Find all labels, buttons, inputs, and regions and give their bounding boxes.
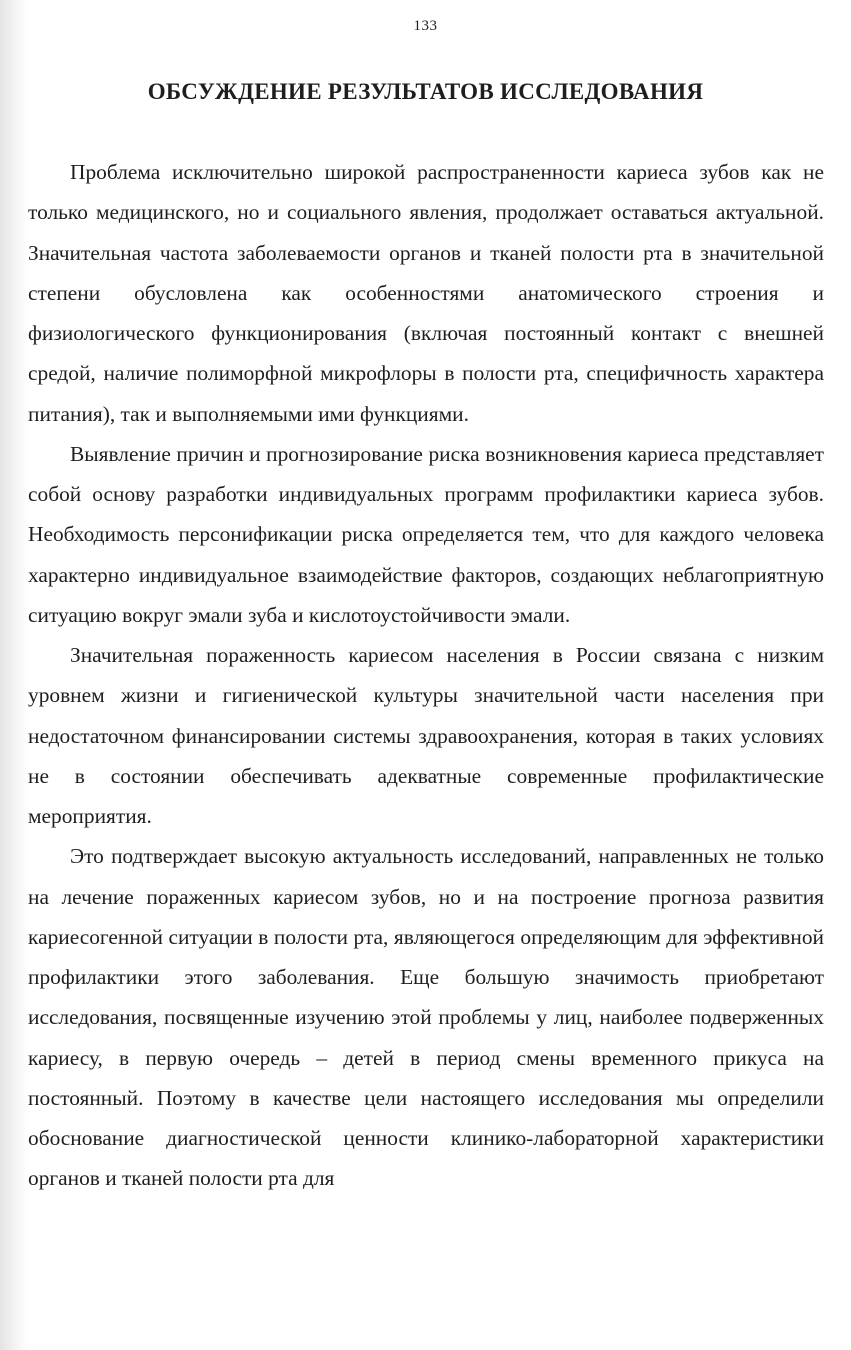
body-text (28, 152, 824, 1199)
paragraph-3: Значительная пораженность кариесом населения в России связана с низким уровнем жизни и гигиенической культуры значительной части населения при недостаточном финансировании системы здравоохранения, которая в таких условиях не в состоянии обеспечивать адекватные современные профилактические мероприятия. (28, 643, 824, 828)
page-number: 133 (413, 18, 438, 34)
paragraph-4: Это подтверждает высокую актуальность исследований, направленных не только на лечение пораженных кариесом зубов, но и на построение прогноза развития кариесогенной ситуации в полости рта, являющегося определяющим для эффективной профилактики этого заболевания. Еще большую значимость приобретают исследования, посвященные изучению этой проблемы у лиц, наиболее подверженных кариесу, в первую очередь – детей в период смены временного прикуса на постоянный. Поэтому в качестве цели настоящего исследования мы определили обоснование диагностической ценности клинико-лабораторной характеристики органов и тканей полости рта для (28, 844, 824, 1191)
paragraph-1: Проблема исключительно широкой распространенности кариеса зубов как не только медицинского, но и социального явления, продолжает оставаться актуальной. Значительная частота заболеваемости органов и тканей полости рта в значительной степени обусловлена как особенностями анатомического строения и физиологического функционирования (включая постоянный контакт с внешней средой, наличие полиморфной микрофлоры в полости рта, специфичность характера питания), так и выполняемыми ими функциями. (28, 160, 824, 426)
page-title: ОБСУЖДЕНИЕ РЕЗУЛЬТАТОВ ИССЛЕДОВАНИЯ (147, 79, 704, 104)
scan-shadow-edge (0, 0, 30, 1350)
paragraph-2: Выявление причин и прогнозирование риска возникновения кариеса представляет собой основу разработки индивидуальных программ профилактики кариеса зубов. Необходимость персонификации риска определяется тем, что для каждого человека характерно индивидуальное взаимодействие факторов, создающих неблагоприятную ситуацию вокруг эмали зуба и кислотоустойчивости эмали. (28, 441, 824, 627)
